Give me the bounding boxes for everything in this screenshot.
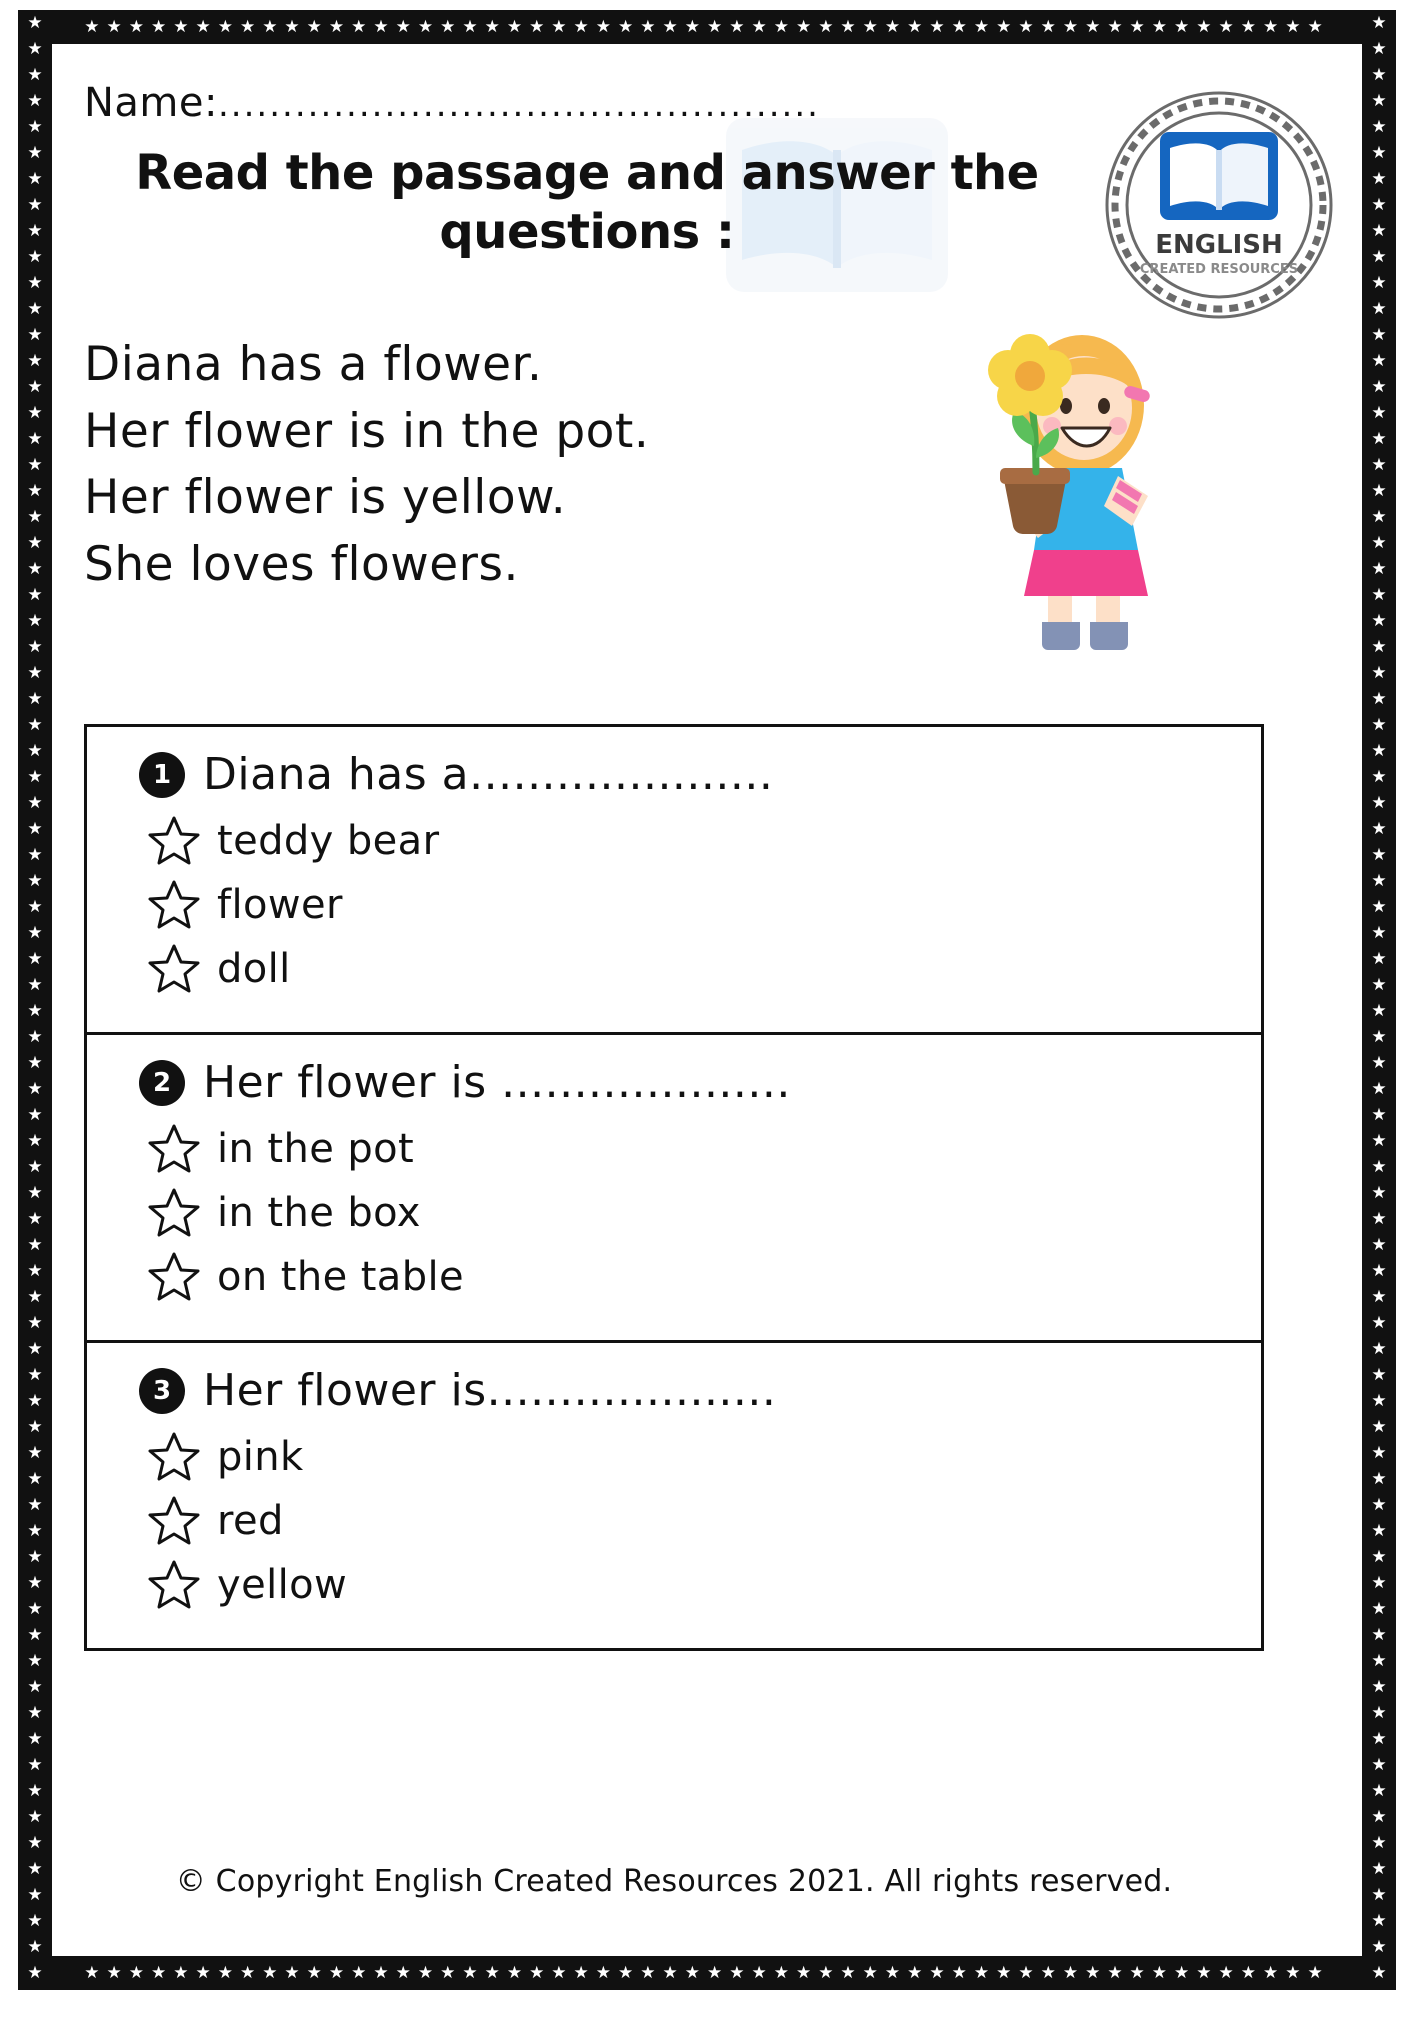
passage-line-3: Her flower is yellow. [84, 470, 567, 526]
question-3-text: Her flower is.................... [203, 1365, 777, 1416]
question-2-number: 2 [139, 1060, 185, 1106]
question-3-number: 3 [139, 1368, 185, 1414]
passage-line-2: Her flower is in the pot. [84, 403, 650, 459]
option-label: flower [217, 882, 343, 928]
star-checkbox-icon[interactable] [147, 1430, 201, 1484]
passage-line-1: Diana has a flower. [84, 337, 543, 392]
star-checkbox-icon[interactable] [147, 1186, 201, 1240]
page-title: Read the passage and answer the questions : [135, 145, 1039, 260]
question-2-header [113, 1057, 1235, 1108]
star-checkbox-icon[interactable] [147, 1250, 201, 1304]
copyright-text: © Copyright English Created Resources 2021. All rights reserved. [175, 1864, 1173, 1899]
question-3-header [113, 1365, 1235, 1416]
option-label: pink [217, 1434, 304, 1480]
question-1-number: 1 [139, 752, 185, 798]
question-1-option-3[interactable] [147, 942, 1235, 996]
name-label: Name: [84, 80, 218, 126]
questions-box [84, 724, 1264, 1651]
question-2-text: Her flower is .................... [203, 1057, 791, 1108]
option-label: yellow [217, 1562, 348, 1608]
star-checkbox-icon[interactable] [147, 1558, 201, 1612]
option-label: in the box [217, 1190, 421, 1236]
star-checkbox-icon[interactable] [147, 814, 201, 868]
question-2-option-1[interactable] [147, 1122, 1235, 1176]
girl-with-flower-illustration [942, 300, 1212, 660]
option-label: red [217, 1498, 284, 1544]
option-label: on the table [217, 1254, 465, 1300]
option-label: teddy bear [217, 818, 440, 864]
question-1-option-1[interactable] [147, 814, 1235, 868]
star-checkbox-icon[interactable] [147, 1122, 201, 1176]
question-3-option-2[interactable] [147, 1494, 1235, 1548]
name-field-row [84, 80, 820, 126]
question-1-header [113, 749, 1235, 800]
border-stars-bottom: ★★★★★★★★★★★★★★★★★★★★★★★★★★★★★★★★★★★★★★★★★★★★★★★★★★★★★★★★ [84, 1963, 1330, 1983]
question-2-option-3[interactable] [147, 1250, 1235, 1304]
border-stars-top: ★★★★★★★★★★★★★★★★★★★★★★★★★★★★★★★★★★★★★★★★★★★★★★★★★★★★★★★★ [84, 17, 1330, 37]
question-block-2 [87, 1035, 1261, 1343]
border-stars-right: ★ ★ ★ ★ ★ ★ ★ ★ ★ ★ ★ ★ ★ ★ ★ ★ ★ ★ ★ ★ ★ ★ ★ ★ ★ ★ ★ ★ ★ ★ ★ ★ ★ ★ ★ ★ ★ ★ ★ ★ ★ ★ ★ ★ ★ ★ ★ ★ ★ ★ ★ ★ ★ ★ ★ ★ ★ ★ ★ ★ ★ ★ ★ ★ ★ ★ ★ ★ ★ ★ ★ ★ ★ ★ ★ ★ ★ ★ [1371, 13, 1387, 2035]
question-3-option-1[interactable] [147, 1430, 1235, 1484]
star-checkbox-icon[interactable] [147, 942, 201, 996]
reading-passage [84, 332, 964, 599]
name-input-line[interactable]: ............................................... [217, 85, 820, 125]
question-block-1 [87, 727, 1261, 1035]
english-created-resources-logo [1104, 90, 1334, 320]
question-block-3 [87, 1343, 1261, 1648]
worksheet-content [62, 52, 1352, 1948]
star-checkbox-icon[interactable] [147, 878, 201, 932]
question-1-text: Diana has a..................... [203, 749, 774, 800]
option-label: in the pot [217, 1126, 415, 1172]
option-label: doll [217, 946, 291, 992]
question-3-option-3[interactable] [147, 1558, 1235, 1612]
star-checkbox-icon[interactable] [147, 1494, 201, 1548]
border-stars-left: ★ ★ ★ ★ ★ ★ ★ ★ ★ ★ ★ ★ ★ ★ ★ ★ ★ ★ ★ ★ ★ ★ ★ ★ ★ ★ ★ ★ ★ ★ ★ ★ ★ ★ ★ ★ ★ ★ ★ ★ ★ ★ ★ ★ ★ ★ ★ ★ ★ ★ ★ ★ ★ ★ ★ ★ ★ ★ ★ ★ ★ ★ ★ ★ ★ ★ ★ ★ ★ ★ ★ ★ ★ ★ ★ ★ ★ ★ [27, 13, 43, 2035]
question-2-option-2[interactable] [147, 1186, 1235, 1240]
logo-brand-text: ENGLISH [1155, 230, 1283, 260]
passage-line-4: She loves flowers. [84, 537, 519, 593]
question-1-option-2[interactable] [147, 878, 1235, 932]
logo-tagline-text: CREATED RESOURCES [1139, 262, 1299, 277]
